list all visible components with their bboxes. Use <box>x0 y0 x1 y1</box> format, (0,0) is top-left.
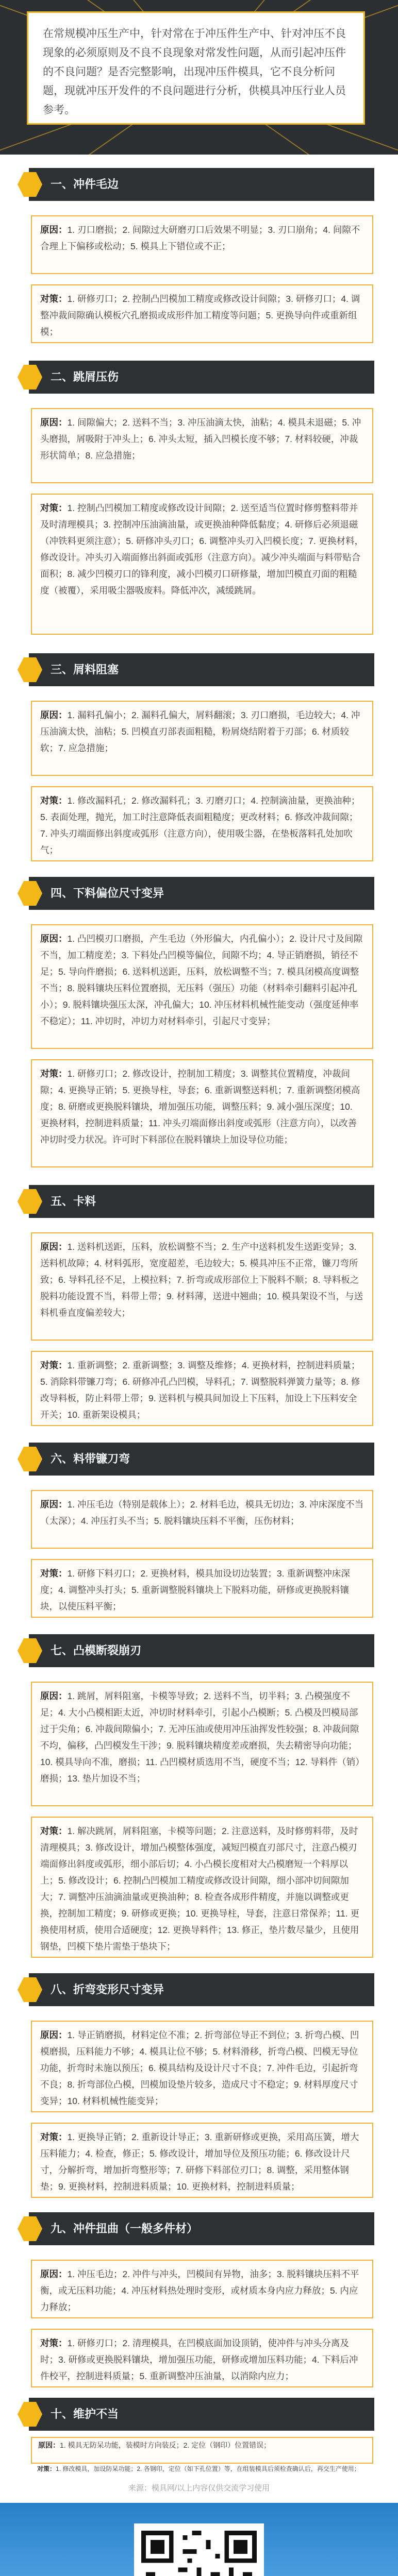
fix-box: 对策：1. 研修下料刃口；2. 更换材料，模具加设切边装置；3. 重新调整冲床深度；4. 调整冲头打头；5. 重新调整脱料镶块上下脱料功能，研修或更换脱料镶块，以使压料平衡； <box>31 1559 373 1618</box>
hexagon-icon <box>18 2216 42 2241</box>
section-title: 九、冲件扭曲（一般多件材） <box>51 2222 198 2235</box>
hexagon-icon <box>18 1638 42 1663</box>
fix-text: 1. 研修刃口；2. 控制凸凹模加工精度或修改设计间隙；3. 研修刃口；4. 调整冲裁间隙确认模板穴孔磨损或成形件加工精度等问题；5. 更换导向件或重新组模； <box>40 294 360 337</box>
hexagon-icon <box>18 1189 42 1214</box>
fix-box: 对策：1. 修改漏料孔；2. 修改漏料孔；3. 刃磨刃口；4. 控制滴油量，更换油种；5. 表面处理，抛光，加工时注意降低表面粗糙度；更改材料；6. 修改冲裁间隙；7. 冲头刃端面修出斜度或弧形（注意方向），使用吸尘器，在垫板落料孔处加吹气； <box>31 786 373 861</box>
fix-label: 对策 <box>40 1826 58 1836</box>
fix-label: 对策 <box>40 294 58 304</box>
hexagon-icon <box>18 1977 42 2002</box>
section-title: 二、跳屑压伤 <box>51 370 119 383</box>
cause-text: 1. 漏料孔偏小；2. 漏料孔偏大，屑料翻滚；3. 刃口磨损，毛边较大；4. 冲压油滴太快，油粘；5. 凹模直刃部表面粗糙，粉屑烧结附着于刃部；6. 材质较软；7. 应急措施； <box>40 710 360 753</box>
fix-label: 对策 <box>40 2338 58 2348</box>
fix-label: 对策 <box>40 1360 58 1370</box>
fix-text: 1. 控制凸凹模加工精度或修改设计间隙；2. 送至适当位置时修剪整料带并及时清理模具；3. 控制冲压油滴油量，或更换油种降低黏度；4. 研修后必须退磁（冲铁料更须注意）；5. 研修冲头刃口；6. 调整冲头刃入凹模长度；7. 更换材料，修改设计。冲头刃入端面修出斜面或弧形（注意方向）。减少冲头端面与料带贴合面积；8. 减少凹模刃口的锋利度，减小凹模刃口研修量，增加凹模直刃面的粗糙度（被覆），采用吸尘器吸废料。降低冲次，减缓跳屑。 <box>40 503 364 596</box>
cause-box: 原因：1. 间隙偏大；2. 送料不当；3. 冲压油滴太快，油粘；4. 模具未退磁；5. 冲头磨损，屑吸附于冲头上；6. 冲头太短，插入凹模长度不够；7. 材料较硬，冲裁形状简单；8. 应急措施； <box>31 408 373 483</box>
fix-box: 对策：1. 控制凸凹模加工精度或修改设计间隙；2. 送至适当位置时修剪整料带并及时清理模具；3. 控制冲压油滴油量，或更换油种降低黏度；4. 研修后必须退磁（冲铁料更须注意）；5. 研修冲头刃口；6. 调整冲头刃入凹模长度；7. 更换材料，修改设计。冲头刃入端面修出斜面或弧形（注意方向）。减少冲头端面与料带贴合面积；8. 减少凹模刃口的锋利度，减小凹模刃口研修量，增加凹模直刃面的粗糙度（被覆），采用吸尘器吸废料。降低冲次，减缓跳屑。 <box>31 494 373 635</box>
fix-box: 对策：1. 修改模具，加设防呆功能；2. 各钢印，定位（如下孔位置）等，在组装模具后须检查确认后，再交生产使用； <box>37 2465 360 2472</box>
section-header <box>29 653 374 686</box>
cause-box: 原因：1. 导正销磨损，材料定位不准；2. 折弯部位导正不到位；3. 折弯凸模、凹模磨损，压料能力不够；4. 模具让位不够；5. 材料滑移，折弯凸模、凹模无导位功能，折弯时未施以预压；6. 模具结构及设计尺寸不良；7. 冲件毛边，引起折弯不良；8. 折弯部位凸模，凹模加设垫片较多，造成尺寸不稳定；9. 材料厚度尺寸变异；10. 材料机械性能变异； <box>31 2021 373 2112</box>
intro-panel <box>0 0 398 155</box>
cause-label: 原因 <box>40 225 58 235</box>
cause-label: 原因 <box>40 934 58 944</box>
cause-label: 原因 <box>38 2441 53 2449</box>
section-title: 八、折弯变形尺寸变异 <box>51 1983 164 1996</box>
cause-text: 1. 模具无防呆功能，装模时方向装反；2. 定位（钢印）位置错误； <box>60 2441 271 2449</box>
section-title: 五、卡料 <box>51 1195 96 1208</box>
fix-text: 1. 解决跳屑，屑料阻塞，卡模等问题；2. 注意送料，及时修剪料带，及时清理模具；3. 修改设计，增加凸模整体强度，减短凹模直刃部尺寸，注意凸模刃端面修出斜度或弧形，细小部后切；4. 小凸模长度相对大凸模磨短一个料厚以上；5. 修改设计；6. 控制凸凹模加工精度或修改设计间隙，细小部冲切间隙加大；7. 调整冲压油滴油量或更换油种；8. 检查各成形件精度，并施以调整或更换，控制加工精度；9. 研修或更换；10. 更换导柱，导套，注意日常保养；11. 更换使用材质，使用合适硬度；12. 更换导料件；13. 修正，垫片数尽量少，且使用钢垫，凹模下垫片需垫于垫块下； <box>40 1826 360 1952</box>
cause-text: 1. 凸凹模刃口磨损，产生毛边（外形偏大，内孔偏小）；2. 设计尺寸及间隙不当，加工精度差；3. 下料处凸凹模等偏位，间隙不均；4. 导正销磨损，销径不足；5. 导向件磨损；6. 送料机送距，压料，放松调整不当；7. 模具闭模高度调整不当；8. 脱料镶块压料位置磨损，无压料（强压）功能（材料牵引翻料引起冲孔小）；9. 脱料镶块强压太深，冲孔偏大；10. 冲压材料机械性能变动（强度延伸率不稳定）；11. 冲切时，冲切力对材料牵引，引起尺寸变异； <box>40 934 363 1026</box>
cause-label: 原因 <box>40 1499 58 1510</box>
section-header <box>29 1185 374 1218</box>
fix-label: 对策 <box>40 1568 58 1579</box>
section-title: 七、凸模断裂崩刃 <box>51 1644 142 1657</box>
cause-label: 原因 <box>40 2030 58 2040</box>
section-header <box>29 361 374 394</box>
fix-label: 对策 <box>40 503 58 513</box>
hexagon-icon <box>18 172 42 197</box>
fix-box: 对策：1. 研修刃口；2. 修改设计，控制加工精度；3. 调整其位置精度，冲裁间隙；4. 更换导正销；5. 更换导柱，导套；6. 重新调整送料机；7. 重新调整闭模高度；8. 研磨或更换脱料镶块，增加强压功能，调整压料；9. 减小强压深度；10. 更换材料，控制进料质量；11. 冲头刃端面修出斜度或弧形（注意方向），以改善冲切时受力状况。许可时下料部位在脱料镶块上加设导位功能； <box>31 1059 373 1167</box>
intro-text: 在常规模冲压生产中，针对常在于冲压件生产中、针对冲压不良现象的必须原则及不良不良现象对常发性问题，从而引起冲压件的不良问题？是否完整影响，出现冲压件模具，它不良分析问题，现就冲压开发件的不良问题进行分析，供模具冲压行业人员参考。 <box>27 11 365 125</box>
section-title: 一、冲件毛边 <box>51 178 119 191</box>
cause-label: 原因 <box>40 2269 58 2279</box>
section-title: 三、屑料阻塞 <box>51 663 119 676</box>
cause-box: 原因：1. 凸凹模刃口磨损，产生毛边（外形偏大，内孔偏小）；2. 设计尺寸及间隙不当，加工精度差；3. 下料处凸凹模等偏位，间隙不均；4. 导正销磨损，销径不足；5. 导向件磨损；6. 送料机送距，压料，放松调整不当；7. 模具闭模高度调整不当；8. 脱料镶块压料位置磨损，无压料（强压）功能（材料牵引翻料引起冲孔小）；9. 脱料镶块强压太深，冲孔偏大；10. 冲压材料机械性能变动（强度延伸率不稳定）；11. 冲切时，冲切力对材料牵引，引起尺寸变异； <box>31 924 373 1049</box>
cause-label: 原因 <box>40 1691 58 1701</box>
section-header <box>29 1634 374 1667</box>
cause-box: 原因：1. 刃口磨损；2. 间隙过大研磨刃口后效果不明显；3. 刃口崩角；4. 间隙不合理上下偏移或松动；5. 模具上下错位或不正； <box>31 215 373 274</box>
section-title: 十、维护不当 <box>51 2408 119 2420</box>
fix-text: 1. 研修刃口；2. 清理模具，在凹模底面加设顶销，使冲件与冲头分离及时；3. 研修或更换脱料镶块，增加强压功能，研修或增加压料功能；4. 下料后冲件校平，控制进料质量；5. 重新调整冲压油量，以消除内应力； <box>40 2338 358 2381</box>
fix-text: 1. 修改漏料孔；2. 修改漏料孔；3. 刃磨刃口；4. 控制滴油量，更换油种；5. 表面处理，抛光，加工时注意降低表面粗糙度；更改材料；6. 修改冲裁间隙；7. 冲头刃端面修出斜度或弧形（注意方向），使用吸尘器，在垫板落料孔处加吹气； <box>40 795 360 855</box>
section-header <box>29 1443 374 1476</box>
fix-box: 对策：1. 研修刃口；2. 控制凸凹模加工精度或修改设计间隙；3. 研修刃口；4. 调整冲裁间隙确认模板穴孔磨损或成形件加工精度等问题；5. 更换导向件或重新组模； <box>31 284 373 343</box>
fix-label: 对策 <box>40 795 58 806</box>
cause-label: 原因 <box>40 1242 58 1252</box>
fix-box: 对策：1. 更换导正销；2. 重新设计导正；3. 重新研修或更换，采用高压簧，增大压料能力；4. 检查，修正；5. 修改设计，增加导位及预压功能；6. 修改设计尺寸，分解折弯，增加折弯整形等；7. 研修下料部位刃口；8. 调整，采用整体钢垫；9. 更换材料，控制进料质量；10. 更换材料，控制进料质量； <box>31 2123 373 2198</box>
hexagon-icon <box>18 365 42 389</box>
cause-text: 1. 冲压毛边；2. 冲件与冲头，凹模间有异物，油多；3. 脱料镶块压料不平衡，或无压料功能；4. 冲压材料热处理时变形，或材质本身内应力释放；5. 内应力释放； <box>40 2269 359 2312</box>
source-caption: 来源：模具网/以上内容仅供交流学习使用 <box>128 2484 270 2493</box>
fix-box: 对策：1. 研修刃口；2. 清理模具，在凹模底面加设顶销，使冲件与冲头分离及时；3. 研修或更换脱料镶块，增加强压功能，研修或增加压料功能；4. 下料后冲件校平，控制进料质量；5. 重新调整冲压油量，以消除内应力； <box>31 2329 373 2387</box>
fix-box: 对策：1. 重新调整；2. 重新调整；3. 调整及维修；4. 更换材料，控制进料质量；5. 消除料带镰刀弯；6. 研修冲孔凸凹模，导料孔；7. 调整脱料弹簧力量等；8. 修改导料板，防止料带上带；9. 送料机与模具间加设上下压料，加设上下压料安全开关；10. 重新架设模具； <box>31 1351 373 1426</box>
fix-label: 对策 <box>40 1069 58 1079</box>
section-header <box>29 1973 374 2006</box>
survey-banner <box>0 2503 398 2576</box>
cause-box: 原因：1. 跳屑，屑料阻塞，卡模等导致；2. 送料不当，切半料；3. 凸模强度不足；4. 大小凸模相距太近，冲切时材料牵引，引起小凸模断；5. 凸模及凹模局部过于尖角；6. 冲裁间隙偏小；7. 无冲压油或使用冲压油挥发性较强；8. 冲裁间隙不均，偏移，凸凹模发生干涉；9. 脱料镶块精度差或磨损，失去精密导向功能；10. 模具导向不准，磨损；11. 凸凹模材质选用不当，硬度不当；12. 导料件（销）磨损；13. 垫片加设不当； <box>31 1682 373 1806</box>
cause-text: 1. 刃口磨损；2. 间隙过大研磨刃口后效果不明显；3. 刃口崩角；4. 间隙不合理上下偏移或松动；5. 模具上下错位或不正； <box>40 225 360 251</box>
section-header <box>29 2398 374 2431</box>
fix-text: 1. 更换导正销；2. 重新设计导正；3. 重新研修或更换，采用高压簧，增大压料能力；4. 检查，修正；5. 修改设计，增加导位及预压功能；6. 修改设计尺寸，分解折弯，增加折弯整形等；7. 研修下料部位刃口；8. 调整，采用整体钢垫；9. 更换材料，控制进料质量；10. 更换材料，控制进料质量； <box>40 2132 359 2192</box>
cause-box: 原因：1. 冲压毛边；2. 冲件与冲头，凹模间有异物，油多；3. 脱料镶块压料不平衡，或无压料功能；4. 冲压材料热处理时变形，或材质本身内应力释放；5. 内应力释放； <box>31 2260 373 2318</box>
section-header <box>29 2212 374 2245</box>
section-header <box>29 877 374 910</box>
fix-text: 1. 研修刃口；2. 修改设计，控制加工精度；3. 调整其位置精度，冲裁间隙；4. 更换导正销；5. 更换导柱，导套；6. 重新调整送料机；7. 重新调整闭模高度；8. 研磨或更换脱料镶块，增加强压功能，调整压料；9. 减小强压深度；10. 更换材料，控制进料质量；11. 冲头刃端面修出斜度或弧形（注意方向），以改善冲切时受力状况。许可时下料部位在脱料镶块上加设导位功能； <box>40 1069 360 1145</box>
fix-label: 对策 <box>40 2132 58 2142</box>
cause-text: 1. 间隙偏大；2. 送料不当；3. 冲压油滴太快，油粘；4. 模具未退磁；5. 冲头磨损，屑吸附于冲头上；6. 冲头太短，插入凹模长度不够；7. 材料较硬，冲裁形状简单；8. 应急措施； <box>40 417 361 461</box>
cause-text: 1. 冲压毛边（特别是载体上）；2. 材料毛边，模具无切边；3. 冲床深度不当（太深）；4. 冲压打头不当；5. 脱料镶块压料不平衡，压伤材料； <box>40 1499 364 1526</box>
cause-label: 原因 <box>40 710 58 720</box>
section-header <box>29 168 374 201</box>
hexagon-icon <box>18 2402 42 2427</box>
cause-text: 1. 跳屑，屑料阻塞，卡模等导致；2. 送料不当，切半料；3. 凸模强度不足；4. 大小凸模相距太近，冲切时材料牵引，引起小凸模断；5. 凸模及凹模局部过于尖角；6. 冲裁间隙偏小；7. 无冲压油或使用冲压油挥发性较强；8. 冲裁间隙不均，偏移，凸凹模发生干涉；9. 脱料镶块精度差或磨损，失去精密导向功能；10. 模具导向不准，磨损；11. 凸凹模材质选用不当，硬度不当；12. 导料件（销）磨损；13. 垫片加设不当； <box>40 1691 360 1784</box>
cause-box: 原因：1. 模具无防呆功能，装模时方向装反；2. 定位（钢印）位置错误； <box>31 2437 373 2464</box>
fix-text: 1. 修改模具，加设防呆功能；2. 各钢印，定位（如下孔位置）等，在组装模具后须检查确认后，再交生产使用； <box>56 2465 360 2472</box>
survey-qr-code[interactable] <box>134 2523 264 2576</box>
fix-text: 1. 研修下料刃口；2. 更换材料，模具加设切边装置；3. 重新调整冲床深度；4. 调整冲头打头；5. 重新调整脱料镶块上下脱料功能，研修或更换脱料镶块，以使压料平衡； <box>40 1568 350 1612</box>
cause-text: 1. 导正销磨损，材料定位不准；2. 折弯部位导正不到位；3. 折弯凸模、凹模磨损，压料能力不够；4. 模具让位不够；5. 材料滑移，折弯凸模、凹模无导位功能，折弯时未施以预压；6. 模具结构及设计尺寸不良；7. 冲件毛边，引起折弯不良；8. 折弯部位凸模，凹模加设垫片较多，造成尺寸不稳定；9. 材料厚度尺寸变异；10. 材料机械性能变异； <box>40 2030 359 2106</box>
section-title: 六、料带镰刀弯 <box>51 1452 130 1465</box>
cause-box: 原因：1. 送料机送距，压料，放松调整不当；2. 生产中送料机发生送距变异；3. 送料机故障；4. 材料弧形，宽度超差，毛边较大；5. 模具冲压不正常，镰刀弯所致；6. 导料孔径不足，上模拉料；7. 折弯或成形部位上下脱料不顺；8. 导料板之脱料功能设置不当，料带上带；9. 材料薄，送进中翘曲；10. 模具架设不当，与送料机垂直度偏差较大； <box>31 1232 373 1341</box>
fix-text: 1. 重新调整；2. 重新调整；3. 调整及维修；4. 更换材料，控制进料质量；5. 消除料带镰刀弯；6. 研修冲孔凸凹模，导料孔；7. 调整脱料弹簧力量等；8. 修改导料板，防止料带上带；9. 送料机与模具间加设上下压料，加设上下压料安全开关；10. 重新架设模具； <box>40 1360 360 1420</box>
cause-box: 原因：1. 漏料孔偏小；2. 漏料孔偏大，屑料翻滚；3. 刃口磨损，毛边较大；4. 冲压油滴太快，油粘；5. 凹模直刃部表面粗糙，粉屑烧结附着于刃部；6. 材质较软；7. 应急措施； <box>31 701 373 776</box>
hexagon-icon <box>18 1447 42 1471</box>
cause-box: 原因：1. 冲压毛边（特别是载体上）；2. 材料毛边，模具无切边；3. 冲床深度不当（太深）；4. 冲压打头不当；5. 脱料镶块压料不平衡，压伤材料； <box>31 1490 373 1549</box>
cause-label: 原因 <box>40 417 58 428</box>
cause-text: 1. 送料机送距，压料，放松调整不当；2. 生产中送料机发生送距变异；3. 送料机故障；4. 材料弧形，宽度超差，毛边较大；5. 模具冲压不正常，镰刀弯所致；6. 导料孔径不足，上模拉料；7. 折弯或成形部位上下脱料不顺；8. 导料板之脱料功能设置不当，料带上带；9. 材料薄，送进中翘曲；10. 模具架设不当，与送料机垂直度偏差较大； <box>40 1242 363 1318</box>
fix-box: 对策：1. 解决跳屑，屑料阻塞，卡模等问题；2. 注意送料，及时修剪料带，及时清理模具；3. 修改设计，增加凸模整体强度，减短凹模直刃部尺寸，注意凸模刃端面修出斜度或弧形，细小部后切；4. 小凸模长度相对大凸模磨短一个料厚以上；5. 修改设计；6. 控制凸凹模加工精度或修改设计间隙，细小部冲切间隙加大；7. 调整冲压油滴油量或更换油种；8. 检查各成形件精度，并施以调整或更换，控制加工精度；9. 研修或更换；10. 更换导柱，导套，注意日常保养；11. 更换使用材质，使用合适硬度；12. 更换导料件；13. 修正，垫片数尽量少，且使用钢垫，凹模下垫片需垫于垫块下； <box>31 1817 373 1958</box>
section-title: 四、下料偏位尺寸变异 <box>51 887 164 900</box>
hexagon-icon <box>18 881 42 906</box>
hexagon-icon <box>18 657 42 682</box>
fix-label: 对策 <box>37 2465 50 2472</box>
